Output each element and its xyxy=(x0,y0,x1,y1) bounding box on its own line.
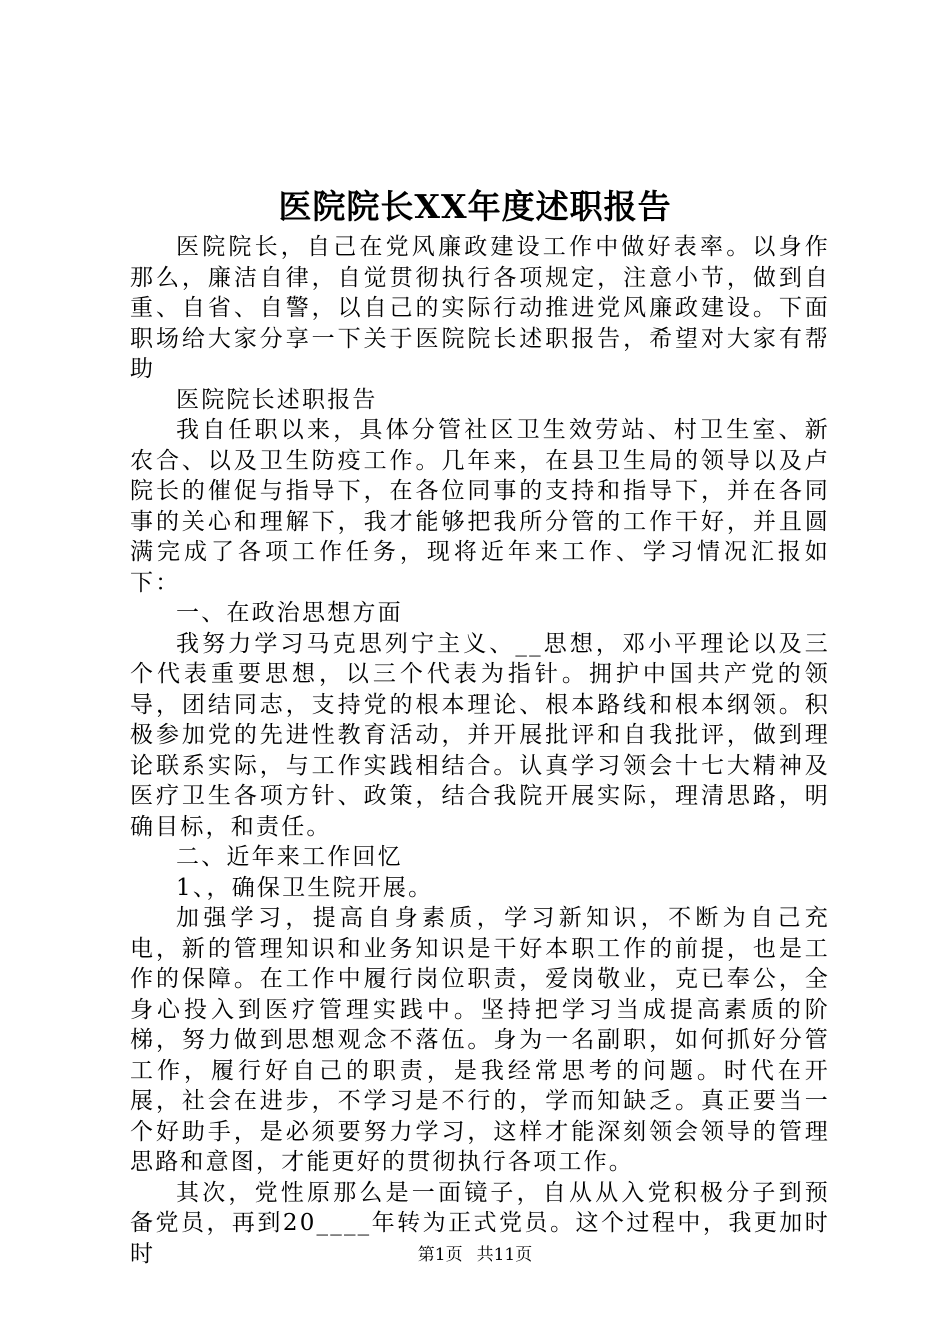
paragraph-subtitle: 医院院长述职报告 xyxy=(176,386,378,413)
paragraph-study: 加强学习，提高自身素质，学习新知识，不断为自己充电，新的管理知识和业务知识是干好本职工作的前提，也是工作的保障。在工作中履行岗位职责，爱岗敬业，克已奉公，全身心投入到医疗管理实践中。坚持把学习当成提高素质的阶梯，努力做到思想观念不落伍。身为一名副职，如何抓好分管工作，履行好自己的职责，是我经常思考的问题。时代在开展，社会在进步，不学习是不行的，学而知缺乏。真正要当一个好助手，是必须要努力学习，这样才能深刻领会领导的管理思路和意图，才能更好的贯彻执行各项工作。 xyxy=(130,905,830,1175)
section-heading-politics: 一、在政治思想方面 xyxy=(176,600,403,626)
document-title: 医院院长XX年度述职报告 xyxy=(278,187,672,226)
paragraph-politics: 我努力学习马克思列宁主义、__思想，邓小平理论以及三个代表重要思想，以三个代表为指针。拥护中国共产党的领导，团结同志，支持党的根本理论、根本路线和根本纲领。积极参加党的先进性教育活动，并开展批评和自我批评，做到理论联系实际，与工作实践相结合。认真学习领会十七大精神及医疗卫生各项方针、政策，结合我院开展实际，理清思路，明确目标，和责任。 xyxy=(130,630,830,840)
page-footer xyxy=(0,1243,950,1267)
subheading-item-1: 1、，确保卫生院开展。 xyxy=(176,874,434,901)
paragraph-party: 其次，党性原那么是一面镜子，自从从入党积极分子到预备党员，再到20____年转为正式党员。这个过程中，我更加时时 xyxy=(130,1179,830,1267)
page-number-total: 共11页 xyxy=(476,1245,533,1265)
page-number-current: 第1页 xyxy=(417,1245,463,1265)
paragraph-overview: 我自任职以来，具体分管社区卫生效劳站、村卫生室、新农合、以及卫生防疫工作。几年来，在县卫生局的领导以及卢院长的催促与指导下，在各位同事的支持和指导下，并在各同事的关心和理解下，我才能够把我所分管的工作干好，并且圆满完成了各项工作任务，现将近年来工作、学习情况汇报如下： xyxy=(130,417,830,596)
section-heading-review: 二、近年来工作回忆 xyxy=(176,844,403,870)
paragraph-intro: 医院院长，自己在党风廉政建设工作中做好表率。以身作那么，廉洁自律，自觉贯彻执行各项规定，注意小节，做到自重、自省、自警，以自己的实际行动推进党风廉政建设。下面职场给大家分享一下关于医院院长述职报告，希望对大家有帮助 xyxy=(130,234,830,382)
document-body xyxy=(130,232,830,1269)
